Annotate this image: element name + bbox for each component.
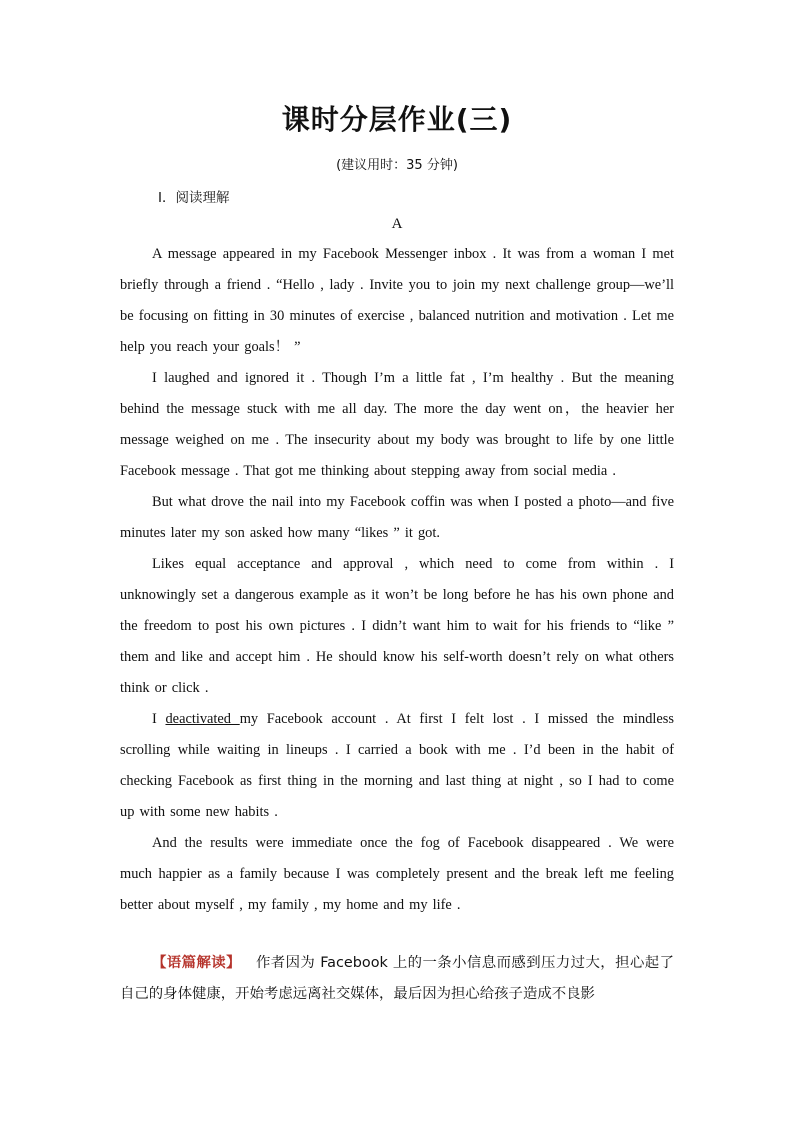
paragraph-5-start: I xyxy=(152,711,166,727)
paragraph-1: A message appeared in my Facebook Messenger inbox . It was from a woman I met briefly through a friend . “Hello , lady . Invite you to join my next challenge group—we’ll be focusing on fitting in 30 minutes of exercise , balanced nutrition and motivation . Let me help you reach your goals！ ” xyxy=(120,246,674,355)
passage-label: A xyxy=(391,216,403,232)
paragraph-6: And the results were immediate once the fog of Facebook disappeared . We were much happier as a family because I was completely present and the break left me feeling better about myself , my family , my home and my life . xyxy=(120,835,674,913)
paragraph-3: But what drove the nail into my Facebook coffin was when I posted a photo—and five minutes later my son asked how many “likes ” it got. xyxy=(120,494,674,541)
paragraph-4: Likes equal acceptance and approval , which need to come from within . I unknowingly set a dangerous example as it won’t be long before he has his own phone and the freedom to post his own pictures . I didn’t want him to wait for his friends to “like ” them and like and accept him . He should know his self-worth doesn’t rely on what others think or click . xyxy=(120,556,674,696)
analysis-text: 作者因为 Facebook 上的一条小信息而感到压力过大，担心起了自己的身体健康，开始考虑远离社交媒体，最后因为担心给孩子造成不良影 xyxy=(120,955,674,1002)
analysis-tag: 【语篇解读】 xyxy=(152,955,241,971)
suggested-time: (建议用时：35 分钟) xyxy=(336,158,458,173)
page-title: 课时分层作业(三) xyxy=(281,103,513,136)
underlined-word: deactivated xyxy=(165,711,240,727)
passage-body xyxy=(120,239,674,921)
section-heading: Ⅰ．阅读理解 xyxy=(158,190,230,206)
analysis-spacer xyxy=(241,955,256,971)
paragraph-2: I laughed and ignored it . Though I’m a little fat , I’m healthy . But the meaning behind the message stuck with me all day. The more the day went on，the heavier her message weighed on me . The insecurity about my body was brought to life by one little Facebook message . That got me thinking about stepping away from social media . xyxy=(120,370,674,479)
passage-analysis xyxy=(120,948,674,1010)
paragraph-5 xyxy=(120,704,674,828)
paragraph-5-rest: my Facebook account . At first I felt lost . I missed the mindless scrolling while waiting in lineups . I carried a book with me . I’d been in the habit of checking Facebook as first thing in the morning and last thing at night , so I had to come up with some new habits . xyxy=(120,711,674,820)
